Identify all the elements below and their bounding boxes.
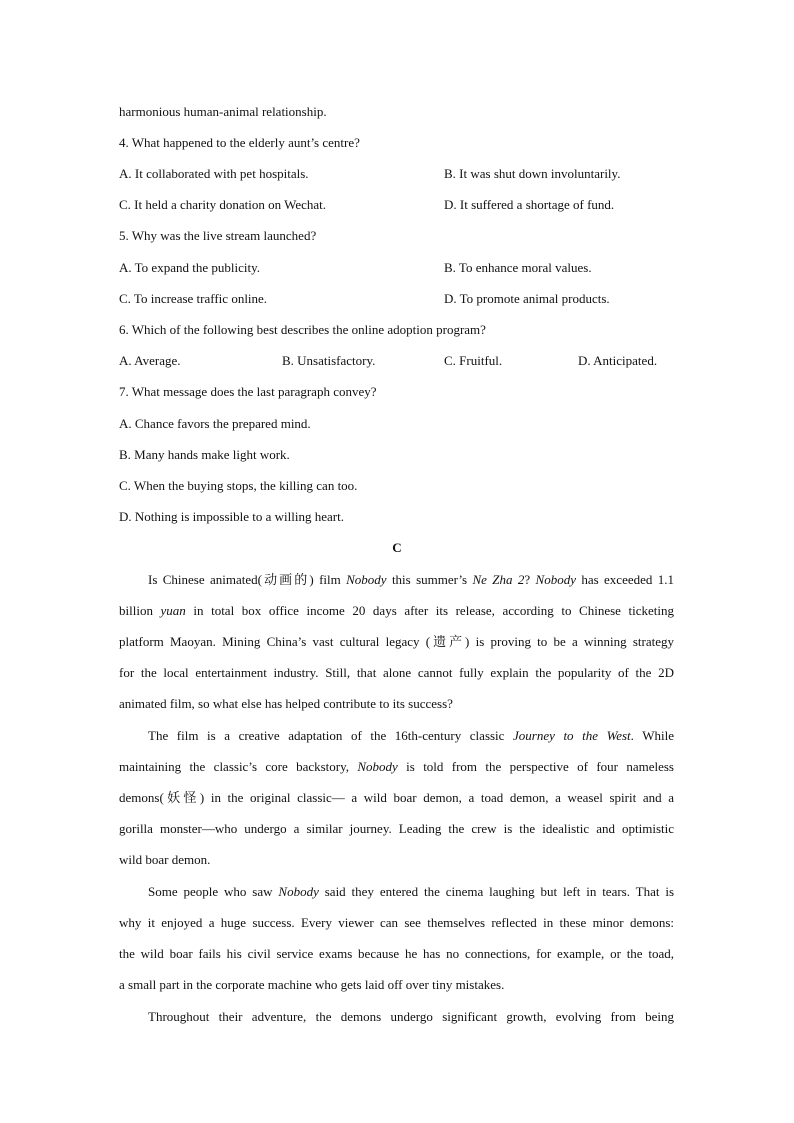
p2-text: is told from the perspective of four nameless xyxy=(397,759,674,774)
q6-option-a: A. Average. xyxy=(119,353,181,368)
p1-text: billion xyxy=(119,603,161,618)
question-5: 5. Why was the live stream launched? xyxy=(119,228,317,243)
p3-text: said they entered the cinema laughing but left in tears. That is xyxy=(318,884,675,899)
p3-text: Some people who saw xyxy=(148,884,279,899)
q5-option-d: D. To promote animal products. xyxy=(444,291,610,306)
classic-title: Journey to the West xyxy=(513,728,631,743)
question-7: 7. What message does the last paragraph convey? xyxy=(119,384,377,399)
p1-text: in total box office income 20 days after its release, according to Chinese ticketing xyxy=(185,603,674,618)
q7-option-b: B. Many hands make light work. xyxy=(119,447,290,462)
p2-line-3: demons(妖怪) in the original classic— a wild boar demon, a toad demon, a weasel spirit and a xyxy=(119,790,674,805)
question-4: 4. What happened to the elderly aunt’s centre? xyxy=(119,135,360,150)
p2-text: maintaining the classic’s core backstory, xyxy=(119,759,358,774)
p2-line-1 xyxy=(148,727,674,745)
film-title: Nobody xyxy=(357,759,398,774)
question-6: 6. Which of the following best describes the online adoption program? xyxy=(119,322,486,337)
film-title: Nobody xyxy=(278,884,319,899)
p1-text: has exceeded 1.1 xyxy=(575,572,674,587)
p2-line-2 xyxy=(119,758,674,776)
q4-option-b: B. It was shut down involuntarily. xyxy=(444,166,621,181)
q4-option-c: C. It held a charity donation on Wechat. xyxy=(119,197,327,212)
p2-line-4: gorilla monster—who undergo a similar journey. Leading the crew is the idealistic and optimistic xyxy=(119,821,674,836)
q7-option-a: A. Chance favors the prepared mind. xyxy=(119,416,311,431)
q6-option-b: B. Unsatisfactory. xyxy=(282,353,376,368)
p2-text: The film is a creative adaptation of the 16th-century classic xyxy=(148,728,514,743)
film-title: Nobody xyxy=(535,572,576,587)
p3-line-1 xyxy=(148,883,674,901)
q5-option-b: B. To enhance moral values. xyxy=(444,260,592,275)
p1-line-5: animated film, so what else has helped contribute to its success? xyxy=(119,696,453,711)
q7-option-d: D. Nothing is impossible to a willing heart. xyxy=(119,509,344,524)
p1-line-1 xyxy=(148,571,674,589)
q6-option-d: D. Anticipated. xyxy=(578,353,658,368)
q4-option-d: D. It suffered a shortage of fund. xyxy=(444,197,615,212)
p4-line-1: Throughout their adventure, the demons undergo significant growth, evolving from being xyxy=(148,1009,674,1024)
p3-line-4: a small part in the corporate machine who gets laid off over tiny mistakes. xyxy=(119,977,505,992)
q4-option-a: A. It collaborated with pet hospitals. xyxy=(119,166,309,181)
q5-option-c: C. To increase traffic online. xyxy=(119,291,268,306)
p3-line-3: the wild boar fails his civil service exams because he has no connections, for example, or the toad, xyxy=(119,946,674,961)
p1-text: ? xyxy=(524,572,536,587)
p3-line-2: why it enjoyed a huge success. Every viewer can see themselves reflected in these minor demons: xyxy=(119,915,674,930)
film-title: Nobody xyxy=(346,572,387,587)
currency-term: yuan xyxy=(160,603,186,618)
q5-option-a: A. To expand the publicity. xyxy=(119,260,260,275)
section-heading-c: C xyxy=(392,540,402,555)
q7-option-c: C. When the buying stops, the killing can too. xyxy=(119,478,358,493)
p1-text: this summer’s xyxy=(386,572,473,587)
p2-text: . While xyxy=(630,728,674,743)
p1-text: Is Chinese animated(动画的) film xyxy=(148,572,347,587)
p1-line-3: platform Maoyan. Mining China’s vast cultural legacy (遗产) is proving to be a winning strategy xyxy=(119,634,674,649)
passage-b-last-line: harmonious human-animal relationship. xyxy=(119,104,327,119)
q6-option-c: C. Fruitful. xyxy=(444,353,503,368)
p1-line-4: for the local entertainment industry. Still, that alone cannot fully explain the popularity of the 2D xyxy=(119,665,674,680)
film-title: Ne Zha 2 xyxy=(472,572,525,587)
p1-line-2 xyxy=(119,602,674,620)
p2-line-5: wild boar demon. xyxy=(119,852,211,867)
